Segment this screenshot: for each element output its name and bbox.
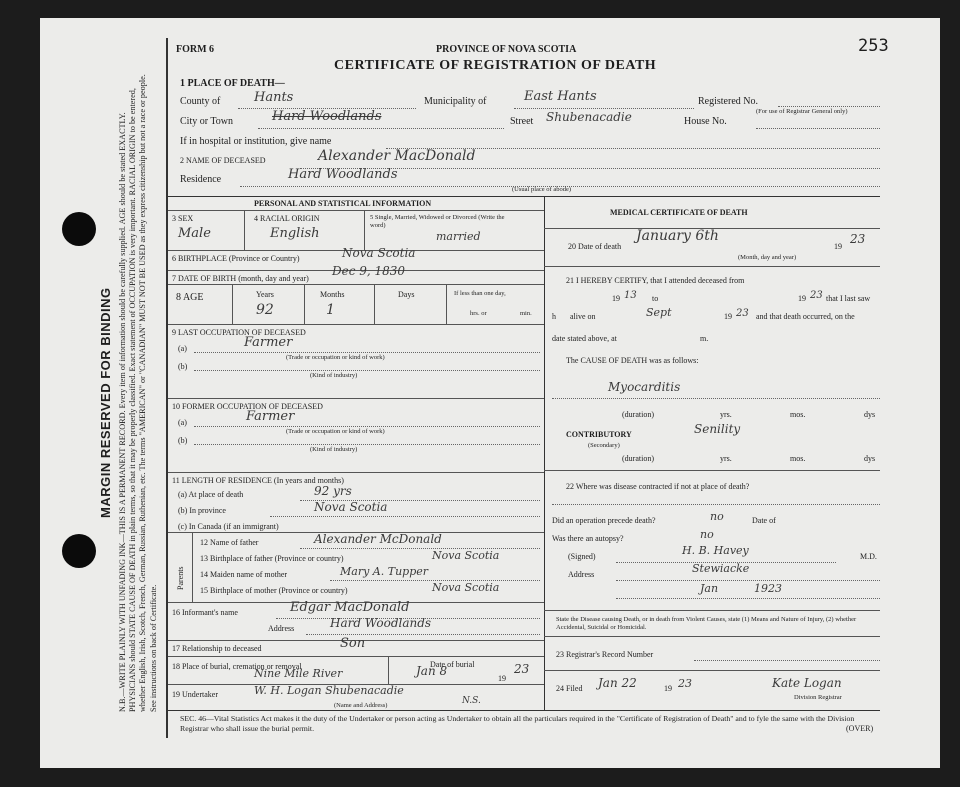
death-date-label: 20 Date of death: [568, 242, 622, 251]
row-line: [168, 284, 544, 285]
former-occupation-value: Farmer: [246, 409, 295, 424]
medical-address-label: Address: [568, 570, 595, 579]
operation-value: no: [710, 510, 724, 523]
item-b-label: (b): [178, 362, 188, 371]
undertaker-value: W. H. Logan Shubenacadie: [254, 684, 404, 697]
m-label: m.: [700, 334, 709, 343]
medical-footnote: State the Disease causing Death, or in death from Violent Causes, state (1) Means and Nature of Injury, (2) whether Accidental, Suicidal or Homicidal.: [556, 616, 857, 631]
dys-label: dys: [864, 454, 876, 463]
registrar-signature: Kate Logan: [772, 676, 842, 690]
medical-date-year: 1923: [754, 582, 782, 595]
certify-text: 21 I HEREBY CERTIFY, that I attended deceased from: [566, 276, 745, 285]
burial-divider: [388, 656, 389, 684]
dys-label: dys: [864, 410, 876, 419]
date-above-label: date stated above, at: [552, 334, 617, 343]
section-divider: [168, 196, 880, 197]
to-year: 23: [810, 290, 823, 301]
at-place-value: 92 yrs: [314, 484, 352, 498]
burial-date-value: Jan 8: [416, 664, 448, 678]
filed-label: 24 Filed: [556, 684, 583, 693]
deceased-name-label: 2 NAME OF DECEASED: [180, 156, 266, 165]
filed-value: Jan 22: [598, 676, 637, 690]
section-divider: [168, 710, 880, 711]
contracted-line: [552, 504, 880, 505]
father-label: 12 Name of father: [200, 538, 259, 547]
mos-label: mos.: [790, 454, 806, 463]
last-occupation-value: Farmer: [244, 335, 293, 350]
signed-value: H. B. Havey: [682, 544, 749, 557]
undertaker-note: (Name and Address): [334, 702, 388, 709]
residence-value: Hard Woodlands: [288, 167, 398, 182]
record-line: [694, 660, 880, 661]
margin-border: [166, 38, 168, 738]
margin-title: MARGIN RESERVED FOR BINDING: [98, 287, 113, 518]
registered-no-note: (For use of Registrar General only): [756, 108, 848, 115]
province-heading: PROVINCE OF NOVA SCOTIA: [436, 44, 577, 55]
secondary-note: (Secondary): [588, 442, 620, 449]
to-label: to: [652, 294, 659, 303]
item-a-label: (a): [178, 418, 187, 427]
registered-no-line: [778, 106, 880, 107]
street-label: Street: [510, 116, 534, 127]
division-registrar-note: Division Registrar: [794, 694, 842, 701]
row-line: [544, 610, 880, 611]
years-label: Years: [256, 290, 274, 299]
occupation-line: [194, 426, 540, 427]
former-occupation-label: 10 FORMER OCCUPATION OF DECEASED: [172, 402, 323, 411]
years-value: 92: [256, 302, 274, 318]
mother-label: 14 Maiden name of mother: [200, 570, 288, 579]
duration-label: (duration): [622, 454, 654, 463]
item-a-label: (a): [178, 344, 187, 353]
industry-note: (Kind of industry): [310, 372, 358, 379]
occupation-line: [194, 352, 540, 353]
death-date-note: (Month, day and year): [738, 254, 797, 261]
autopsy-label: Was there an autopsy?: [552, 534, 624, 543]
sec46-note: SEC. 46—Vital Statistics Act makes it the duty of the Undertaker or person acting as Undertaker to obtain all the particulars required in the "Certificate of Registration of Death" and to fyle the same with the Division Registrar who shall issue the burial permit.: [180, 714, 855, 733]
house-no-line: [756, 128, 880, 129]
county-value: Hants: [254, 90, 294, 105]
at-place-label: (a) At place of death: [178, 490, 244, 499]
residence-line: [270, 516, 540, 517]
filed-year: 23: [678, 677, 692, 690]
trade-note: (Trade or occupation or kind of work): [286, 428, 385, 435]
relationship-label: 17 Relationship to deceased: [172, 644, 262, 653]
years-divider: [304, 284, 305, 324]
city-line: [258, 128, 504, 129]
city-value: Hard Woodlands: [272, 109, 382, 124]
informant-value: Edgar MacDonald: [290, 600, 410, 615]
race-label: 4 RACIAL ORIGIN: [254, 214, 320, 223]
mother-birthplace-label: 15 Birthplace of mother (Province or country): [200, 586, 348, 595]
city-label: City or Town: [180, 116, 234, 127]
cause-value: Myocarditis: [608, 380, 681, 394]
duration-label: (duration): [622, 410, 654, 419]
birthplace-value: Nova Scotia: [342, 246, 416, 260]
informant-address-label: Address: [268, 624, 295, 633]
over-label: (OVER): [846, 724, 874, 733]
margin-instructions: N.B.—WRITE PLAINLY WITH UNFADING INK—THIS IS A PERMANENT RECORD. Every item of information should be carefully supplied. AGE should be stated EXACTLY. PHYSICIANS should STATE CAUSE OF DEATH in plain terms, so that it may be properly classified. Exact statement of OCCUPATION is very important. RACIAL ORIGIN to be entered, whether English, Irish, Scotch, French, German, Russian, Ruthenian, etc. The terms "AMERICAN" or "CANADIAN" MUST NOT BE USED as they express citizenship but not a race or people. See instructions on back of Certificate.: [118, 74, 158, 712]
certificate-title: CERTIFICATE OF REGISTRATION OF DEATH: [334, 58, 657, 73]
alive-year: 23: [736, 308, 749, 319]
death-date-value: January 6th: [636, 228, 719, 244]
form-number: FORM 6: [176, 44, 215, 55]
from-year: 13: [624, 290, 637, 301]
alive-label: alive on: [570, 312, 596, 321]
undertaker-label: 19 Undertaker: [172, 690, 218, 699]
row-line: [168, 472, 544, 473]
alive-prefix: h: [552, 312, 556, 321]
cause-label: The CAUSE OF DEATH was as follows:: [566, 356, 699, 365]
dob-label: 7 DATE OF BIRTH (month, day and year): [172, 274, 309, 283]
contracted-label: 22 Where was disease contracted if not at place of death?: [566, 482, 750, 491]
personal-heading: PERSONAL AND STATISTICAL INFORMATION: [254, 199, 432, 208]
informant-address-value: Hard Woodlands: [330, 616, 432, 630]
months-label: Months: [320, 290, 345, 299]
burial-place-value: Nine Mile River: [254, 667, 343, 680]
undertaker-sub: N.S.: [462, 696, 481, 706]
informant-line: [306, 634, 540, 635]
operation-label: Did an operation precede death?: [552, 516, 656, 525]
contributory-value: Senility: [694, 422, 741, 436]
last-saw-label: that I last saw: [826, 294, 871, 303]
days-divider: [446, 284, 447, 324]
column-divider: [544, 196, 545, 710]
row-line: [168, 656, 544, 657]
death-occurred-label: and that death occurred, on the: [756, 312, 855, 321]
death-year-prefix: 19: [834, 242, 842, 251]
yrs-label: yrs.: [720, 454, 732, 463]
registered-no-label: Registered No.: [698, 96, 758, 107]
row-line: [544, 470, 880, 471]
county-label: County of: [180, 96, 221, 107]
record-number-label: 23 Registrar's Record Number: [556, 650, 654, 659]
municipality-label: Municipality of: [424, 96, 487, 107]
death-year-value: 23: [850, 232, 866, 246]
min-label: min.: [520, 310, 532, 317]
sex-label: 3 SEX: [172, 214, 194, 223]
birthplace-label: 6 BIRTHPLACE (Province or Country): [172, 254, 300, 263]
residence-length-heading: 11 LENGTH OF RESIDENCE (In years and months): [172, 476, 344, 485]
burial-year-value: 23: [514, 662, 530, 676]
page-number: 253: [858, 36, 889, 56]
father-value: Alexander McDonald: [314, 532, 442, 546]
trade-note: (Trade or occupation or kind of work): [286, 354, 385, 361]
house-no-label: House No.: [684, 116, 727, 127]
burial-label: 18 Place of burial, cremation or removal: [172, 662, 302, 671]
cause-line: [552, 398, 880, 399]
place-of-death-heading: 1 PLACE OF DEATH—: [180, 78, 285, 89]
mother-value: Mary A. Tupper: [340, 565, 428, 578]
age-label: 8 AGE: [176, 292, 204, 303]
address-line: [616, 580, 880, 581]
relationship-value: Son: [340, 636, 366, 651]
mos-label: mos.: [790, 410, 806, 419]
street-value: Shubenacadie: [546, 110, 632, 124]
deceased-name-value: Alexander MacDonald: [318, 148, 476, 164]
father-birthplace-label: 13 Birthplace of father (Province or country): [200, 554, 344, 563]
parents-side-label: Parents: [176, 566, 185, 590]
medical-address-value: Stewiacke: [692, 562, 750, 575]
burial-year-prefix: 19: [498, 674, 506, 683]
md-label: M.D.: [860, 552, 877, 561]
medical-date-value: Jan: [700, 582, 719, 595]
alive-date: Sept: [646, 306, 672, 319]
age-divider: [232, 284, 233, 324]
informant-label: 16 Informant's name: [172, 608, 238, 617]
personal-heading-line: [168, 210, 544, 211]
row-line: [168, 398, 544, 399]
race-divider: [364, 210, 365, 250]
sex-value: Male: [178, 226, 211, 241]
marital-value: married: [436, 230, 481, 243]
father-birthplace-value: Nova Scotia: [432, 549, 500, 562]
signed-label: (Signed): [568, 552, 596, 561]
occupation-line: [194, 370, 540, 371]
lessday-label: If less than one day,: [454, 290, 506, 297]
residence-label: Residence: [180, 174, 222, 185]
row-line: [544, 266, 880, 267]
in-province-value: Nova Scotia: [314, 500, 388, 514]
residence-note: (Usual place of abode): [512, 186, 572, 193]
binding-hole: [62, 212, 96, 246]
in-canada-label: (c) In Canada (if an immigrant): [178, 522, 279, 531]
parents-line: [300, 548, 540, 549]
row-line: [544, 636, 880, 637]
operation-date-label: Date of: [752, 516, 776, 525]
row-line: [544, 670, 880, 671]
item-b-label: (b): [178, 436, 188, 445]
contributory-label: CONTRIBUTORY: [566, 430, 632, 439]
mother-birthplace-value: Nova Scotia: [432, 581, 500, 594]
days-label: Days: [398, 290, 415, 299]
sex-divider: [244, 210, 245, 250]
last-occupation-label: 9 LAST OCCUPATION OF DECEASED: [172, 328, 306, 337]
dob-value: Dec 9, 1830: [332, 264, 406, 278]
binding-hole: [62, 534, 96, 568]
marital-label: 5 Single, Married, Widowed or Divorced (Write the word): [370, 214, 505, 229]
race-value: English: [270, 226, 320, 241]
municipality-value: East Hants: [524, 89, 597, 104]
parents-divider: [192, 532, 193, 602]
occupation-line: [194, 444, 540, 445]
medical-heading: MEDICAL CERTIFICATE OF DEATH: [610, 208, 748, 217]
burial-date-label: Date of burial: [430, 660, 475, 669]
months-divider: [374, 284, 375, 324]
hrs-label: hrs. or: [470, 310, 487, 317]
yrs-label: yrs.: [720, 410, 732, 419]
date-line: [616, 598, 880, 599]
municipality-line: [514, 108, 694, 109]
industry-note: (Kind of industry): [310, 446, 358, 453]
hospital-label: If in hospital or institution, give name: [180, 136, 332, 147]
in-province-label: (b) In province: [178, 506, 226, 515]
row-line: [168, 324, 544, 325]
months-value: 1: [326, 302, 335, 318]
autopsy-value: no: [700, 528, 714, 541]
